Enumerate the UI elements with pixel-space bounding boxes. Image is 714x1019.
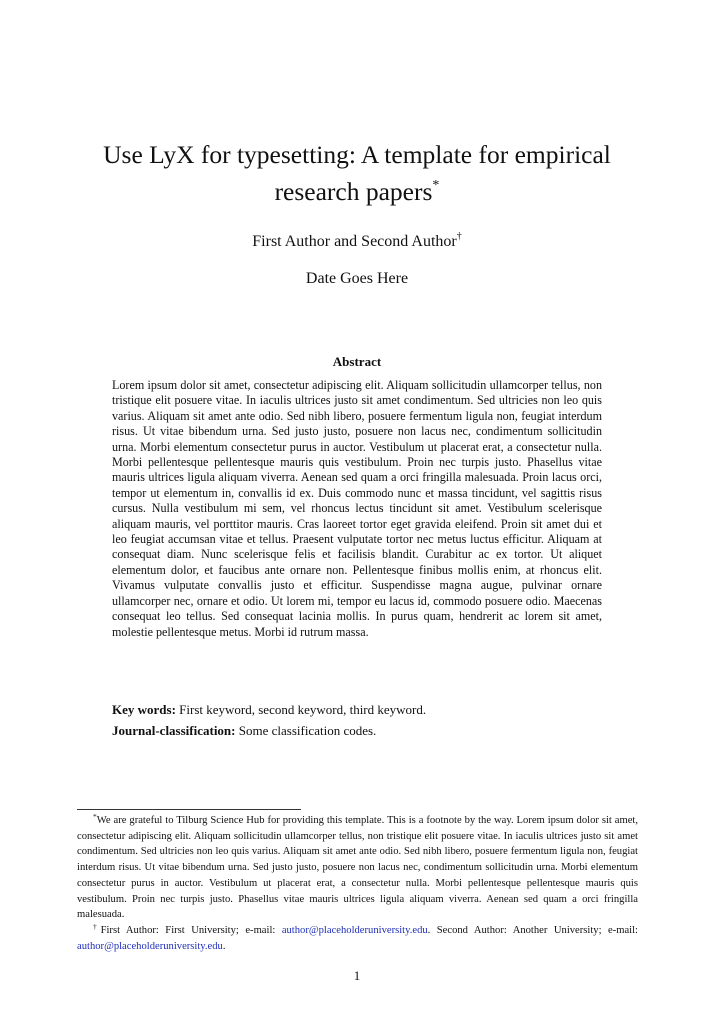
footnote-affiliation-middle: . Second Author: Another University; e-mail: (427, 924, 639, 936)
footnote-divider (77, 809, 301, 810)
footnote-affiliations (77, 923, 638, 954)
keywords-label: Key words: (112, 702, 176, 717)
paper-title (60, 136, 654, 210)
footnotes (77, 813, 638, 954)
abstract-heading: Abstract (332, 354, 382, 369)
second-author-email-link[interactable]: author@placeholderuniversity.edu (77, 940, 223, 952)
keywords-line (112, 701, 602, 719)
journal-classification-value: Some classification codes. (238, 723, 377, 738)
title-footnote-mark[interactable]: * (432, 178, 440, 193)
abstract-body: Lorem ipsum dolor sit amet, consectetur adipiscing elit. Aliquam sollicitudin ullamcorper tellus, non tristique elit posuere vitae. In iaculis ultrices justo sit amet condimentum. Sed ultricies non leo quis varius. Aliquam sit amet ante odio. Sed nibh libero, posuere fermentum ligula non, feugiat interdum risus. Ut vitae bibendum urna. Sed justo justo, posuere non lacus nec, condimentum sollicitudin urna. Morbi elementum consectetur purus in auctor. Vestibulum ut placerat erat, a consectetur nulla. Morbi pellentesque pellentesque mauris quis vestibulum. Proin nec turpis justo. Phasellus vitae mauris ultrices ligula aliquam viverra. Aenean sed quam a orci fringilla malesuada. Proin lacus orci, tempor ut elementum in, convallis id ex. Duis commodo nunc et massa tincidunt, vel sagittis risus cursus. Nulla vestibulum mi sem, vel rhoncus lectus tincidunt sit amet. Vestibulum scelerisque aliquam mauris, vel porttitor mauris. Cras laoreet tortor eget gravida eleifend. Proin sit amet dui et leo feugiat accumsan vitae et tellus. Praesent vulputate tortor nec metus luctus efficitur. Aliquam at consequat diam. Nunc scelerisque felis et facilisis blandit. Curabitur ac ex tortor. Ut aliquet elementum dolor, et faucibus ante ornare non. Pellentesque finibus mollis enim, at rhoncus elit. Vivamus vulputate convallis justo et efficitur. Suspendisse magna augue, pulvinar ornare ullamcorper nec, ornare et odio. Ut lorem mi, tempor eu lacus id, commodo posuere odio. Maecenas consequat leo tellus. Sed consequat lacinia mollis. In purus quam, hendrerit ac lorem sit amet, molestie pellentesque metus. Morbi id rutrum massa. (112, 378, 602, 639)
footnote-acknowledgement (77, 813, 638, 923)
date-line: Date Goes Here (305, 270, 409, 287)
authors-footnote-mark[interactable]: † (456, 231, 462, 242)
footnote-affiliation-prefix: First Author: First University; e-mail: (100, 924, 276, 936)
authors-text: First Author and Second Author (252, 233, 457, 250)
footnote-affiliation-suffix: . (222, 940, 226, 952)
journal-classification-line (112, 722, 602, 740)
keywords-value: First keyword, second keyword, third keyword. (179, 702, 427, 717)
first-author-email-link[interactable]: author@placeholderuniversity.edu (281, 924, 428, 936)
author-line (60, 231, 654, 253)
journal-classification-label: Journal-classification: (112, 723, 236, 738)
footnote-acknowledgement-text: We are grateful to Tilburg Science Hub for providing this template. This is a footnote by the way. Lorem ipsum dolor sit amet, consectetur adipiscing elit. Aliquam sollicitudin ullamcorper tellus, non tristique elit posuere vitae. In iaculis ultrices justo sit amet condimentum. Sed ultricies non leo quis varius. Aliquam sit amet ante odio. Sed nibh libero, posuere fermentum ligula non, feugiat interdum risus. Ut vitae bibendum urna. Sed justo justo, posuere non lacus nec, condimentum sollicitudin urna. Morbi elementum consectetur purus in auctor. Vestibulum ut placerat erat, a consectetur nulla. Morbi pellentesque pellentesque mauris quis vestibulum. Proin nec turpis justo. Phasellus vitae mauris ultrices ligula aliquam viverra. Aenean sed quam a orci fringilla malesuada. (77, 815, 638, 921)
footnote-mark-dagger: † (93, 921, 101, 931)
page-number: 1 (353, 968, 361, 983)
footnote-mark-asterisk: * (93, 812, 97, 821)
title-text: Use LyX for typesetting: A template for empirical research papers (103, 140, 611, 206)
